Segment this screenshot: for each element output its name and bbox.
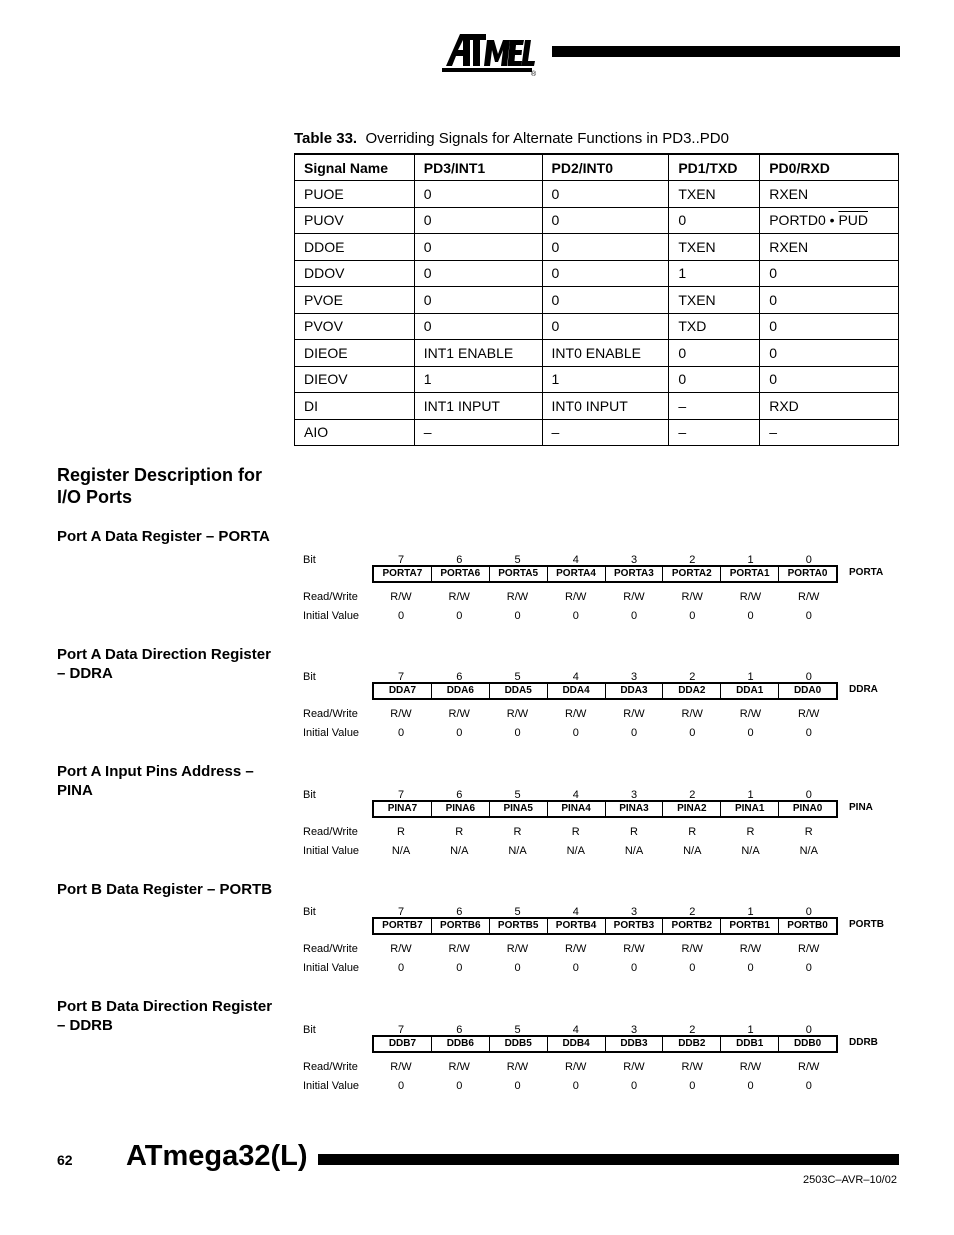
- register-diagram-ddrb: [303, 1024, 903, 1104]
- bit-initial-value: 0: [747, 962, 754, 974]
- register-bit-name: PORTB6: [431, 919, 489, 933]
- bit-number: 7: [397, 789, 405, 801]
- table-row: [295, 340, 899, 367]
- bit-access: R/W: [448, 708, 470, 720]
- register-bit-name: PINA1: [720, 802, 778, 816]
- bit-initial-value: N/A: [450, 845, 469, 857]
- atmel-logo: [440, 28, 540, 78]
- bit-number: 5: [514, 1024, 521, 1036]
- bit-number: 7: [397, 671, 405, 683]
- bit-initial-value: 0: [747, 610, 754, 622]
- register-bit-name: DDB6: [431, 1037, 489, 1051]
- initial-value-label: Initial Value: [303, 845, 360, 857]
- page-number: 62: [57, 1152, 73, 1168]
- bit-access: R/W: [798, 708, 820, 720]
- section-heading-line: I/O Ports: [57, 487, 133, 507]
- table-cell: 0: [542, 234, 669, 261]
- table-cell: TXEN: [669, 181, 760, 208]
- register-bit-name: DDB1: [720, 1037, 778, 1051]
- bit-access: R/W: [798, 591, 820, 603]
- bit-access: R/W: [623, 943, 645, 955]
- table-cell: TXEN: [669, 234, 760, 261]
- register-heading-line: Port A Data Register – PORTA: [57, 528, 270, 545]
- bit-number: 2: [689, 906, 696, 918]
- bit-initial-value: 0: [514, 1080, 521, 1092]
- bit-initial-value: 0: [456, 962, 463, 974]
- register-heading-porta: [57, 527, 270, 546]
- bit-access: R/W: [681, 1061, 703, 1073]
- bit-initial-value: N/A: [566, 845, 585, 857]
- table-cell: INT0 ENABLE: [542, 340, 669, 367]
- table-cell: PVOE: [295, 287, 415, 314]
- table-row: [295, 181, 899, 208]
- bit-access: R/W: [506, 708, 529, 720]
- register-bit-name: DDA5: [489, 684, 547, 698]
- bit-number: 6: [456, 554, 463, 566]
- bit-initial-value: 0: [514, 610, 521, 622]
- table-cell: PVOV: [295, 313, 415, 340]
- table-cell: –: [669, 393, 760, 420]
- bit-initial-value: 0: [630, 962, 638, 974]
- bit-number: 0: [805, 554, 812, 566]
- table-caption-label: Table 33.: [294, 130, 358, 147]
- register-bit-name: DDB5: [489, 1037, 547, 1051]
- table-cell: –: [542, 419, 669, 446]
- bit-number: 2: [689, 1024, 696, 1036]
- bit-number: 5: [514, 554, 521, 566]
- table-cell: PUOV: [295, 207, 415, 234]
- bit-initial-value: 0: [456, 727, 463, 739]
- document-code: 2503C–AVR–10/02: [803, 1174, 897, 1186]
- register-bit-box: [372, 1035, 838, 1053]
- register-heading-line: Port A Input Pins Address –: [57, 763, 254, 780]
- bit-number: 1: [747, 671, 754, 683]
- footer-rule: [318, 1154, 899, 1165]
- bit-initial-value: 0: [397, 727, 405, 739]
- register-name: PINA: [849, 802, 873, 813]
- bit-access: R/W: [623, 708, 645, 720]
- register-bit-name: PORTA5: [489, 567, 547, 581]
- register-heading-ddra: [57, 645, 271, 683]
- bit-initial-value: 0: [572, 1080, 579, 1092]
- table-cell: 0: [542, 287, 669, 314]
- register-heading-line: – DDRA: [57, 665, 113, 682]
- register-bit-name: PORTB7: [382, 920, 423, 931]
- register-bit-name: PORTA7: [382, 568, 423, 579]
- table-header-cell: PD1/TXD: [669, 154, 760, 181]
- bit-initial-value: 0: [397, 962, 405, 974]
- bit-initial-value: 0: [689, 962, 696, 974]
- table-cell: 1: [542, 366, 669, 393]
- register-heading-line: Port B Data Direction Register: [57, 998, 273, 1015]
- bit-initial-value: N/A: [741, 845, 760, 857]
- table-row: [295, 393, 899, 420]
- bit-label: Bit: [303, 671, 316, 683]
- register-bit-name: DDA2: [662, 684, 720, 698]
- table-cell: DIEOE: [295, 340, 415, 367]
- table-row: [295, 313, 899, 340]
- register-bit-name: DDA7: [388, 685, 417, 696]
- bit-access: R/W: [739, 591, 762, 603]
- table-cell: 0: [760, 340, 899, 367]
- bit-initial-value: 0: [514, 727, 521, 739]
- table-cell: –: [414, 419, 542, 446]
- register-bit-name: PORTB1: [720, 919, 778, 933]
- table-row: [295, 287, 899, 314]
- read-write-label: Read/Write: [303, 1061, 358, 1073]
- table-cell: 0: [542, 181, 669, 208]
- register-bit-box: [372, 565, 838, 583]
- table-cell: RXEN: [760, 181, 899, 208]
- bit-initial-value: 0: [805, 727, 812, 739]
- table-cell: 0: [760, 366, 899, 393]
- table-cell: INT1 INPUT: [414, 393, 542, 420]
- initial-value-label: Initial Value: [303, 610, 360, 622]
- bit-access: R/W: [565, 1061, 587, 1073]
- bit-number: 2: [689, 554, 696, 566]
- table-row: [295, 419, 899, 446]
- bit-access: R/W: [798, 943, 820, 955]
- bit-access: R: [455, 826, 464, 838]
- bit-initial-value: N/A: [508, 845, 527, 857]
- bit-access: R/W: [448, 1061, 470, 1073]
- register-bit-name: PORTA2: [662, 567, 720, 581]
- register-bit-box: [372, 682, 838, 700]
- register-bit-name: DDB4: [547, 1037, 605, 1051]
- register-bit-name: DDB2: [662, 1037, 720, 1051]
- bit-initial-value: 0: [456, 610, 463, 622]
- bit-initial-value: N/A: [391, 845, 411, 857]
- table-cell: 0: [542, 313, 669, 340]
- bit-number: 0: [805, 906, 812, 918]
- bit-access: R/W: [390, 591, 412, 603]
- register-bit-name: PORTB5: [489, 919, 547, 933]
- bit-access: R/W: [681, 591, 703, 603]
- bit-access: R: [571, 826, 580, 838]
- bit-initial-value: 0: [747, 727, 754, 739]
- bit-number: 6: [456, 671, 463, 683]
- bit-number: 5: [514, 671, 521, 683]
- register-bit-name: PORTB0: [778, 919, 836, 933]
- bit-initial-value: 0: [805, 1080, 812, 1092]
- initial-value-label: Initial Value: [303, 962, 360, 974]
- table-row: [295, 234, 899, 261]
- bit-initial-value: N/A: [624, 845, 644, 857]
- bit-number: 1: [747, 789, 754, 801]
- table-cell: INT1 ENABLE: [414, 340, 542, 367]
- register-bit-name: DDA3: [605, 684, 663, 698]
- table-cell: DDOV: [295, 260, 415, 287]
- register-name: DDRB: [849, 1037, 878, 1048]
- register-bit-name: PINA7: [387, 803, 418, 814]
- table-header-cell: PD0/RXD: [760, 154, 899, 181]
- table-row: [295, 207, 899, 234]
- register-bit-name: PORTA1: [720, 567, 778, 581]
- bit-initial-value: 0: [397, 610, 405, 622]
- register-heading-line: Port B Data Register – PORTB: [57, 881, 273, 898]
- bit-number: 6: [456, 1024, 463, 1036]
- bit-number: 3: [630, 789, 638, 801]
- register-bit-name: DDB0: [778, 1037, 836, 1051]
- bit-initial-value: 0: [630, 610, 638, 622]
- table-cell: [760, 207, 899, 234]
- register-diagram-porta: [303, 554, 903, 634]
- table-header-cell: PD2/INT0: [542, 154, 669, 181]
- register-diagram-pina: [303, 789, 903, 869]
- bit-initial-value: 0: [805, 610, 812, 622]
- bit-access: R/W: [681, 708, 703, 720]
- header-rule: [552, 46, 900, 57]
- bit-number: 3: [630, 554, 638, 566]
- table-header-cell: Signal Name: [295, 154, 415, 181]
- bit-access: R: [397, 826, 405, 838]
- table-cell: RXD: [760, 393, 899, 420]
- bit-number: 7: [397, 906, 405, 918]
- table-cell: 0: [414, 181, 542, 208]
- section-heading-line: Register Description for: [57, 465, 263, 485]
- table-cell: AIO: [295, 419, 415, 446]
- register-bit-name: PORTB2: [662, 919, 720, 933]
- table-cell: 1: [669, 260, 760, 287]
- bit-initial-value: N/A: [683, 845, 702, 857]
- bit-initial-value: 0: [630, 727, 638, 739]
- register-name: PORTA: [849, 567, 884, 578]
- read-write-label: Read/Write: [303, 591, 358, 603]
- register-bit-name: PORTA4: [547, 567, 605, 581]
- bit-access: R/W: [623, 1061, 645, 1073]
- table-cell: TXD: [669, 313, 760, 340]
- register-bit-name: PINA2: [662, 802, 720, 816]
- bit-number: 6: [456, 789, 463, 801]
- table-cell: 1: [414, 366, 542, 393]
- initial-value-label: Initial Value: [303, 1080, 360, 1092]
- bit-initial-value: 0: [514, 962, 521, 974]
- bit-access: R/W: [390, 708, 412, 720]
- bit-number: 2: [689, 671, 696, 683]
- bit-number: 3: [630, 671, 638, 683]
- table-cell: INT0 INPUT: [542, 393, 669, 420]
- bit-number: 5: [514, 906, 521, 918]
- initial-value-label: Initial Value: [303, 727, 360, 739]
- register-bit-name: PORTA6: [431, 567, 489, 581]
- table-cell: DI: [295, 393, 415, 420]
- section-heading: [57, 464, 262, 508]
- table-cell: PUOE: [295, 181, 415, 208]
- register-bit-box: [372, 917, 838, 935]
- bit-number: 3: [630, 906, 638, 918]
- register-heading-line: PINA: [57, 782, 93, 799]
- bit-initial-value: 0: [689, 610, 696, 622]
- register-bit-name: PORTA3: [605, 567, 663, 581]
- read-write-label: Read/Write: [303, 826, 358, 838]
- bit-number: 4: [572, 554, 579, 566]
- register-bit-name: DDA6: [431, 684, 489, 698]
- register-bit-box: [372, 800, 838, 818]
- bit-number: 4: [572, 1024, 579, 1036]
- bit-access: R/W: [506, 591, 529, 603]
- bit-initial-value: 0: [805, 962, 812, 974]
- table-cell: 0: [669, 366, 760, 393]
- table-cell: –: [669, 419, 760, 446]
- bit-access: R/W: [506, 943, 529, 955]
- register-bit-name: PINA6: [431, 802, 489, 816]
- bit-access: R/W: [623, 591, 645, 603]
- table-caption-text: Overriding Signals for Alternate Functions in PD3..PD0: [365, 130, 729, 147]
- table-row: [295, 260, 899, 287]
- bit-number: 0: [805, 671, 812, 683]
- bit-number: 1: [747, 554, 754, 566]
- table-cell: 0: [542, 260, 669, 287]
- register-name: DDRA: [849, 684, 878, 695]
- bit-access: R/W: [390, 1061, 412, 1073]
- bit-access: R/W: [448, 591, 470, 603]
- svg-text:®: ®: [531, 71, 537, 78]
- bit-number: 3: [630, 1024, 638, 1036]
- table-cell: 0: [542, 207, 669, 234]
- bit-initial-value: 0: [397, 1080, 405, 1092]
- bit-access: R/W: [506, 1061, 529, 1073]
- register-heading-line: – DDRB: [57, 1017, 113, 1034]
- bit-access: R: [630, 826, 638, 838]
- register-bit-name: DDA4: [547, 684, 605, 698]
- register-name: PORTB: [849, 919, 884, 930]
- bit-initial-value: N/A: [799, 845, 818, 857]
- bit-access: R/W: [739, 1061, 762, 1073]
- bit-label: Bit: [303, 1024, 316, 1036]
- register-bit-name: PINA0: [778, 802, 836, 816]
- bit-initial-value: 0: [689, 1080, 696, 1092]
- bit-number: 1: [747, 1024, 754, 1036]
- bit-access: R/W: [739, 943, 762, 955]
- bit-initial-value: 0: [630, 1080, 638, 1092]
- table-cell: DIEOV: [295, 366, 415, 393]
- bit-number: 7: [397, 554, 405, 566]
- register-bit-name: PORTA0: [778, 567, 836, 581]
- bit-access: R: [688, 826, 697, 838]
- register-diagram-portb: [303, 906, 903, 986]
- table-cell: 0: [760, 313, 899, 340]
- bit-access: R/W: [448, 943, 470, 955]
- table-cell: 0: [669, 207, 760, 234]
- register-bit-name: DDA0: [778, 684, 836, 698]
- table-cell: DDOE: [295, 234, 415, 261]
- bit-access: R/W: [798, 1061, 820, 1073]
- table-cell: 0: [414, 207, 542, 234]
- bit-number: 4: [572, 789, 579, 801]
- bit-number: 4: [572, 906, 579, 918]
- table-header-cell: PD3/INT1: [414, 154, 542, 181]
- table-cell: –: [760, 419, 899, 446]
- read-write-label: Read/Write: [303, 708, 358, 720]
- bit-access: R/W: [739, 708, 762, 720]
- register-heading-pina: [57, 762, 254, 800]
- bit-initial-value: 0: [572, 962, 579, 974]
- bit-access: R: [804, 826, 813, 838]
- register-diagram-ddra: [303, 671, 903, 751]
- table-cell: TXEN: [669, 287, 760, 314]
- table-cell: 0: [414, 313, 542, 340]
- table-cell: 0: [760, 287, 899, 314]
- bit-number: 6: [456, 906, 463, 918]
- bit-number: 1: [747, 906, 754, 918]
- bit-label: Bit: [303, 789, 316, 801]
- bit-initial-value: 0: [689, 727, 696, 739]
- register-bit-name: PINA4: [547, 802, 605, 816]
- register-bit-name: PINA3: [605, 802, 663, 816]
- bit-access: R: [513, 826, 522, 838]
- table-header-row: [295, 154, 899, 181]
- bit-access: R/W: [390, 943, 412, 955]
- bit-access: R: [746, 826, 755, 838]
- bit-number: 5: [514, 789, 521, 801]
- bit-label: Bit: [303, 554, 316, 566]
- table-cell: 0: [414, 234, 542, 261]
- table-cell: 0: [669, 340, 760, 367]
- overlined-text: $\overline{PUD}$: [838, 212, 868, 229]
- register-bit-name: PORTB4: [547, 919, 605, 933]
- bit-access: R/W: [681, 943, 703, 955]
- overriding-signals-table: [294, 153, 899, 446]
- bit-initial-value: 0: [572, 610, 579, 622]
- register-bit-name: DDA1: [720, 684, 778, 698]
- table-row: [295, 366, 899, 393]
- cell-text: PORTD0 •: [769, 212, 839, 229]
- bit-initial-value: 0: [747, 1080, 754, 1092]
- bit-number: 2: [689, 789, 696, 801]
- read-write-label: Read/Write: [303, 943, 358, 955]
- table-cell: 0: [414, 287, 542, 314]
- bit-number: 0: [805, 789, 812, 801]
- bit-initial-value: 0: [572, 727, 579, 739]
- register-bit-name: DDB7: [388, 1038, 417, 1049]
- register-heading-portb: [57, 880, 272, 899]
- bit-label: Bit: [303, 906, 316, 918]
- register-heading-line: Port A Data Direction Register: [57, 646, 271, 663]
- register-bit-name: DDB3: [605, 1037, 663, 1051]
- register-bit-name: PINA5: [489, 802, 547, 816]
- register-bit-name: PORTB3: [605, 919, 663, 933]
- table-cell: 0: [760, 260, 899, 287]
- bit-number: 7: [397, 1024, 405, 1036]
- register-heading-ddrb: [57, 997, 272, 1035]
- document-title: ATmega32(L): [126, 1140, 308, 1172]
- bit-initial-value: 0: [456, 1080, 463, 1092]
- bit-access: R/W: [565, 591, 587, 603]
- table-caption: [294, 130, 729, 147]
- table-cell: RXEN: [760, 234, 899, 261]
- bit-number: 0: [805, 1024, 812, 1036]
- bit-access: R/W: [565, 943, 587, 955]
- bit-access: R/W: [565, 708, 587, 720]
- bit-number: 4: [572, 671, 579, 683]
- table-cell: 0: [414, 260, 542, 287]
